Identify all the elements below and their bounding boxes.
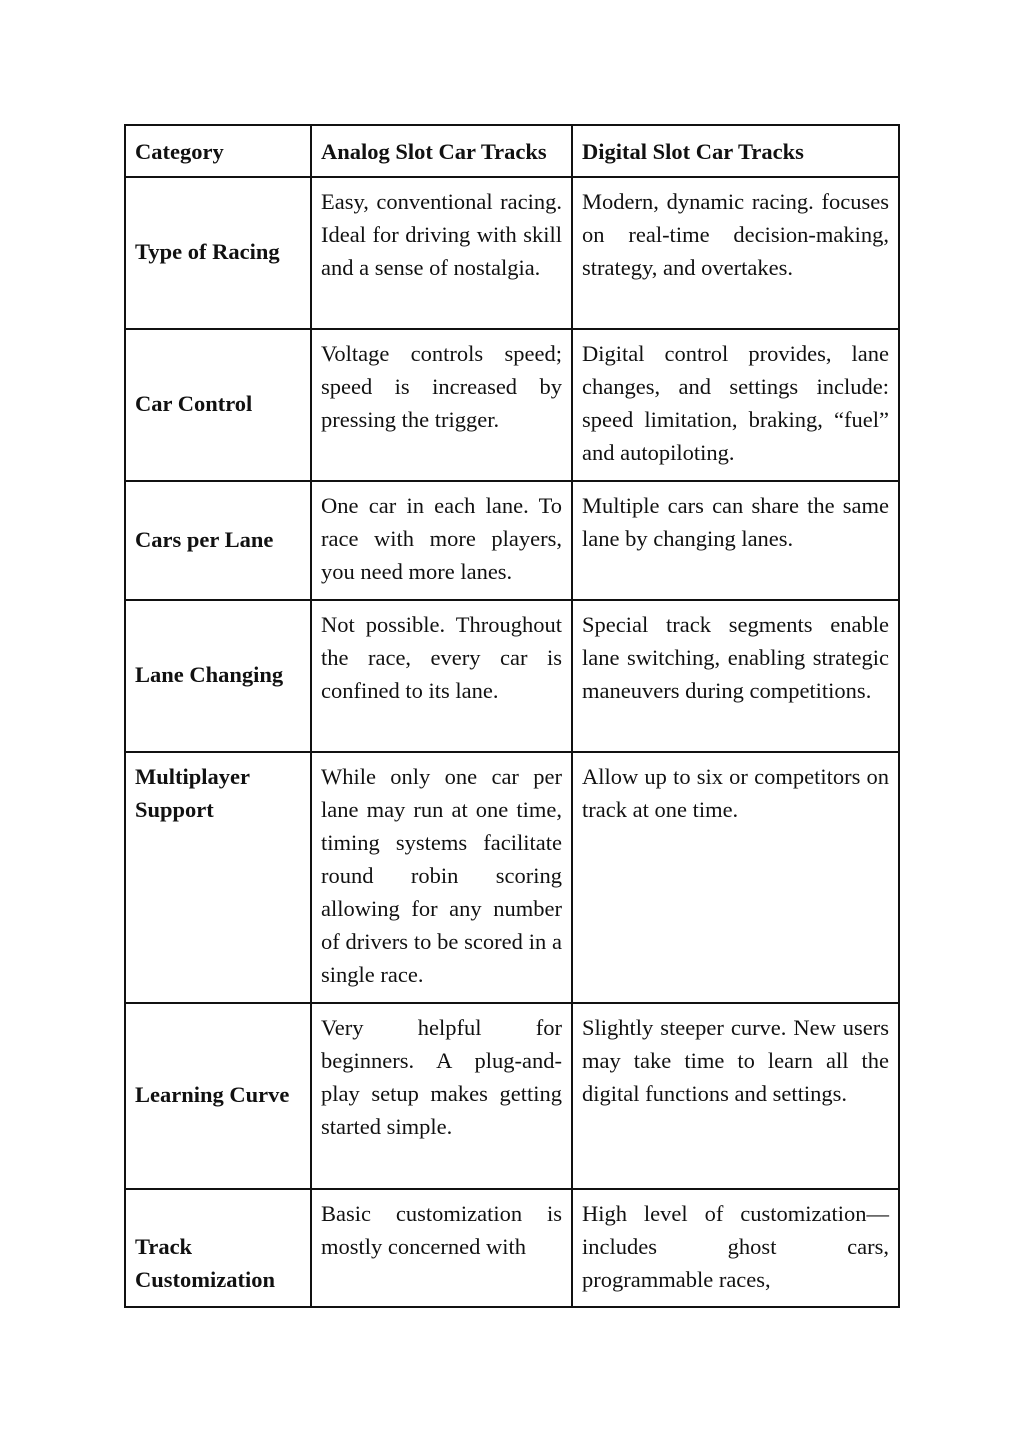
table-row [125,329,899,481]
table-row [125,1189,899,1307]
row-category: Type of Racing [125,177,311,329]
row-digital-cell: Modern, dynamic racing. focuses on real-time decision-making, strategy, and overtakes. [572,177,899,329]
row-analog-cell: Voltage controls speed; speed is increased by pressing the trigger. [311,329,572,481]
row-analog-cell: One car in each lane. To race with more players, you need more lanes. [311,481,572,600]
table-row [125,177,899,329]
row-analog-cell: Easy, conventional racing. Ideal for driving with skill and a sense of nostalgia. [311,177,572,329]
table-row [125,1003,899,1189]
row-digital-cell: Multiple cars can share the same lane by changing lanes. [572,481,899,600]
comparison-table [124,124,900,1308]
header-digital: Digital Slot Car Tracks [572,125,899,177]
row-category: Car Control [125,329,311,481]
row-category: Multiplayer Support [125,752,311,1003]
row-digital-cell: Special track segments enable lane switching, enabling strategic maneuvers during competitions. [572,600,899,752]
row-category: Lane Changing [125,600,311,752]
row-digital-cell: Allow up to six or competitors on track at one time. [572,752,899,1003]
row-analog-cell: Not possible. Throughout the race, every car is confined to its lane. [311,600,572,752]
table-row [125,752,899,1003]
table-row [125,481,899,600]
row-category: Track Customization [125,1189,311,1307]
table-header-row [125,125,899,177]
row-analog-cell: Very helpful for beginners. A plug-and-play setup makes getting started simple. [311,1003,572,1189]
header-category: Category [125,125,311,177]
header-analog: Analog Slot Car Tracks [311,125,572,177]
row-digital-cell: High level of customization—includes ghost cars, programmable races, [572,1189,899,1307]
row-analog-cell: Basic customization is mostly concerned with [311,1189,572,1307]
row-analog-cell: While only one car per lane may run at one time, timing systems facilitate round robin scoring allowing for any number of drivers to be scored in a single race. [311,752,572,1003]
row-digital-cell: Slightly steeper curve. New users may take time to learn all the digital functions and settings. [572,1003,899,1189]
row-category: Cars per Lane [125,481,311,600]
row-digital-cell: Digital control provides, lane changes, and settings include: speed limitation, braking, “fuel” and autopiloting. [572,329,899,481]
table-row [125,600,899,752]
row-category: Learning Curve [125,1003,311,1189]
